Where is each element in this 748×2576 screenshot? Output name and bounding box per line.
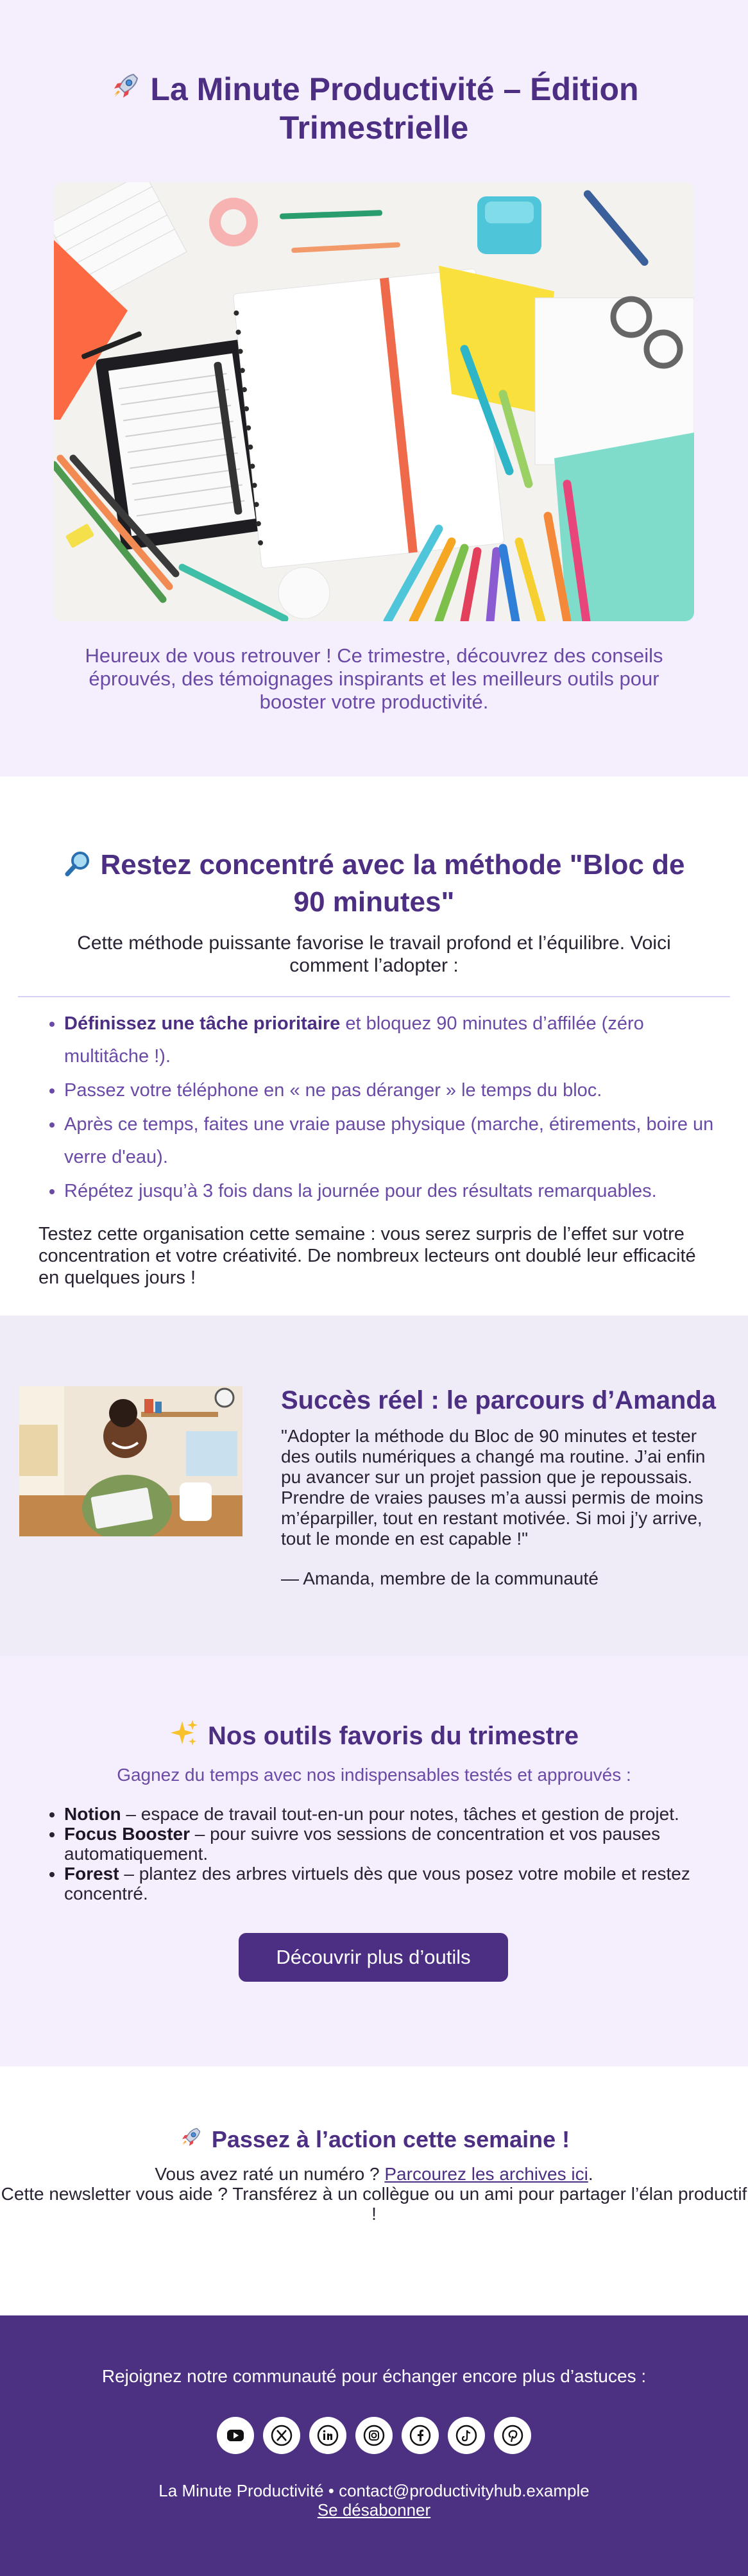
- list-item: [64, 1074, 722, 1107]
- action-title: [0, 2125, 748, 2156]
- hero-section: [0, 0, 748, 777]
- x-icon[interactable]: [263, 2417, 300, 2454]
- rocket-icon: [109, 71, 141, 110]
- pinterest-icon[interactable]: [494, 2417, 531, 2454]
- list-item: [64, 1175, 722, 1208]
- tools-subtitle: Gagnez du temps avec nos indispensables testés et approuvés :: [117, 1765, 631, 1785]
- tiktok-icon[interactable]: [448, 2417, 485, 2454]
- method-title-text: Restez concentré avec la méthode "Bloc de 90 minutes": [100, 849, 685, 918]
- action-text: [0, 2164, 748, 2224]
- linkedin-icon[interactable]: [309, 2417, 346, 2454]
- magnifier-icon: [64, 850, 92, 886]
- list-item: [64, 1824, 710, 1864]
- method-outro: Testez cette organisation cette semaine : vous serez surpris de l’effet sur votre concentration et votre créativité. De nombreux lecteurs ont doublé leur efficacité en quelques jours !: [38, 1224, 696, 1288]
- newsletter-title: [53, 71, 695, 146]
- amanda-photo: [19, 1386, 242, 1536]
- focus-method-section: [0, 777, 748, 1316]
- tools-section: [0, 1656, 748, 2066]
- contact-text: La Minute Productivité • contact@productivityhub.example: [158, 2481, 590, 2500]
- footer-info: [0, 2481, 748, 2520]
- list-item: [64, 1108, 722, 1174]
- tool-name: Forest: [64, 1864, 119, 1884]
- step-text: Répétez jusqu’à 3 fois dans la journée pour des résultats remarquables.: [64, 1181, 657, 1201]
- instagram-icon[interactable]: [355, 2417, 393, 2454]
- list-item: [64, 1804, 710, 1824]
- tool-desc: – plantez des arbres virtuels dès que vous posez votre mobile et restez concentré.: [64, 1864, 690, 1903]
- hero-image-stationery: [54, 182, 694, 621]
- method-intro: Cette méthode puissante favorise le travail profond et l’équilibre. Voici comment l’adopter :: [77, 932, 671, 976]
- step-text: Passez votre téléphone en « ne pas déranger » le temps du bloc.: [64, 1080, 602, 1101]
- tool-name: Notion: [64, 1804, 121, 1824]
- testimonial-section: [0, 1316, 748, 1656]
- testimonial-content: [281, 1385, 730, 1589]
- share-text: Cette newsletter vous aide ? Transférez à un collègue ou un ami pour partager l’élan productif !: [1, 2184, 747, 2224]
- method-steps: [0, 1008, 748, 1208]
- testimonial-quote: "Adopter la méthode du Bloc de 90 minutes et tester des outils numériques a changé ma routine. J’ai enfin pu avancer sur un projet passion que je repoussais. Prendre de vraies pauses m’a aussi permis de moins m’éparpiller, tout en restant motivée. Si moi j’y arrive, tout le monde en est capable !": [281, 1426, 706, 1549]
- tools-title-text: Nos outils favoris du trimestre: [208, 1722, 579, 1750]
- action-title-text: Passez à l’action cette semaine !: [211, 2126, 570, 2152]
- discover-tools-button[interactable]: Découvrir plus d’outils: [239, 1933, 508, 1982]
- unsubscribe-link[interactable]: Se désabonner: [317, 2500, 431, 2520]
- tool-desc: – pour suivre vos sessions de concentration et vos pauses automatiquement.: [64, 1824, 661, 1864]
- divider: [18, 996, 730, 997]
- hero-intro: Heureux de vous retrouver ! Ce trimestre, découvrez des conseils éprouvés, des témoignages inspirants et les meilleurs outils pour booster votre productivité.: [85, 644, 663, 713]
- tool-desc: – espace de travail tout-en-un pour notes, tâches et gestion de projet.: [121, 1804, 679, 1824]
- community-text: Rejoignez notre communauté pour échanger encore plus d’astuces :: [101, 2366, 647, 2386]
- sparkles-icon: [169, 1719, 199, 1755]
- facebook-icon[interactable]: [402, 2417, 439, 2454]
- step-emphasis: Définissez une tâche prioritaire: [64, 1013, 341, 1034]
- testimonial-title: Succès réel : le parcours d’Amanda: [281, 1386, 717, 1414]
- testimonial-signature: — Amanda, membre de la communauté: [281, 1568, 599, 1588]
- missed-text: Vous avez raté un numéro ?: [155, 2164, 385, 2184]
- action-section: [0, 2066, 748, 2315]
- title-text: La Minute Productivité – Édition Trimestrielle: [150, 71, 639, 146]
- tools-title: [0, 1719, 748, 1755]
- step-text: et bloquez 90 minutes d’affilée (zéro multitâche !).: [64, 1013, 644, 1067]
- list-item: [64, 1008, 722, 1073]
- list-item: [64, 1864, 710, 1903]
- rocket-icon: [178, 2125, 203, 2156]
- youtube-icon[interactable]: [217, 2417, 254, 2454]
- tool-name: Focus Booster: [64, 1824, 191, 1844]
- footer: [0, 2315, 748, 2576]
- period: .: [588, 2164, 593, 2184]
- method-title: [44, 848, 704, 919]
- step-text: Après ce temps, faites une vraie pause physique (marche, étirements, boire un verre d'eau).: [64, 1114, 714, 1167]
- social-links: [0, 2417, 748, 2454]
- tools-list: [0, 1804, 748, 1903]
- archive-link[interactable]: Parcourez les archives ici: [384, 2164, 588, 2184]
